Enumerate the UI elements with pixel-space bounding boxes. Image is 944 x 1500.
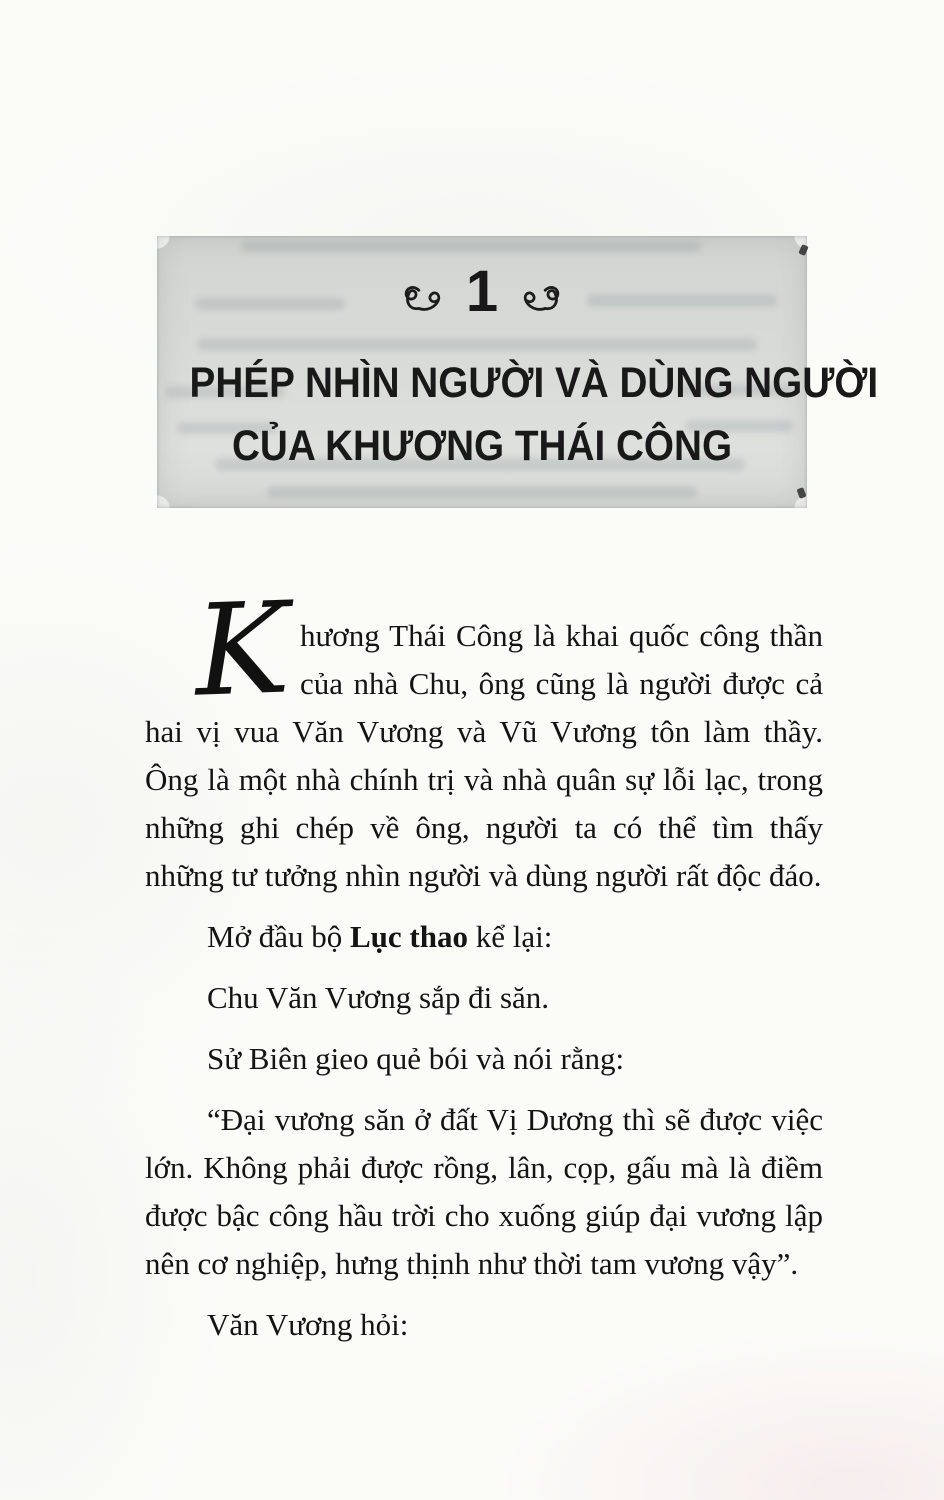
chapter-number-row — [157, 260, 807, 324]
paragraph-van-vuong-hoi: Văn Vương hỏi: — [207, 1307, 409, 1342]
paragraph-opening — [145, 574, 823, 900]
paragraph-su-bien: Sử Biên gieo quẻ bói và nói rằng: — [207, 1041, 625, 1076]
ghost-line — [241, 241, 701, 252]
chapter-title-line-1: PHÉP NHÌN NGƯỜI VÀ DÙNG NGƯỜI — [189, 359, 879, 407]
paragraph-chu-van-vuong: Chu Văn Vương sắp đi săn. — [207, 980, 550, 1015]
floral-ornament-left-icon — [402, 283, 444, 313]
paragraph-opening-text: hương Thái Công là khai quốc công thần của nhà Chu, ông cũng là người được cả hai vị vua Văn Vương và Vũ Vương tôn làm thầy. Ông là một nhà chính trị và nhà quân sự lỗi lạc, trong những ghi chép về ông, người ta có thể tìm thấy những tư tưởng nhìn người và dùng người rất độc đáo. — [145, 618, 823, 893]
ghost-line — [197, 338, 757, 351]
paragraph-text: Mở đầu bộ — [207, 919, 350, 954]
drop-cap-letter-k: K — [192, 574, 292, 725]
paragraph-quote: “Đại vương săn ở đất Vị Dương thì sẽ được việc lớn. Không phải được rồng, lân, cọp, gấu mà là điềm được bậc công hầu trời cho xuống giúp đại vương lập nên cơ nghiệp, hưng thịnh như thời tam vương vậy”. — [145, 1102, 823, 1281]
ghost-line — [267, 486, 697, 498]
book-title-luc-thao: Lục thao — [349, 919, 468, 954]
chapter-header-box — [157, 236, 879, 508]
paragraph-luc-thao — [145, 913, 823, 961]
body-text — [145, 574, 823, 1362]
chapter-title-line-2: CỦA KHƯƠNG THÁI CÔNG — [231, 422, 733, 470]
chapter-number: 1 — [465, 259, 499, 324]
floral-ornament-right-icon — [520, 283, 562, 313]
chapter-title — [157, 352, 879, 478]
paragraph-text: kể lại: — [467, 919, 553, 954]
